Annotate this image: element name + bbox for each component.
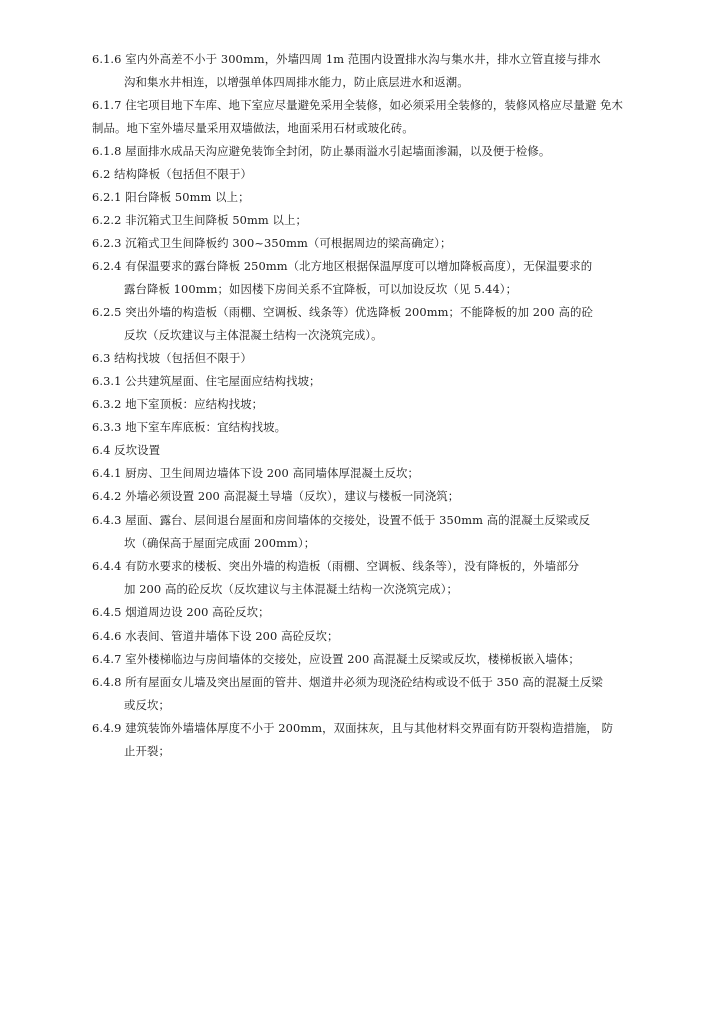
clause-6-2-1: 6.2.1 阳台降板 50mm 以上； [92, 190, 250, 204]
clause-6-2-4: 6.2.4 有保温要求的露台降板 250mm（北方地区根据保温厚度可以增加降板高度），无保温要求的 [92, 259, 593, 273]
section-6-4-heading: 6.4 反坎设置 [92, 443, 161, 457]
clause-6-4-4-continuation: 加 200 高的砼反坎（反坎建议与主体混凝土结构一次浇筑完成）； [124, 582, 459, 596]
section-6-2-heading: 6.2 结构降板（包括但不限于） [92, 167, 253, 181]
clause-6-4-8-continuation: 或反坎； [124, 698, 170, 712]
clause-6-4-3-continuation: 坎（确保高于屋面完成面 200mm）； [124, 536, 316, 550]
clause-6-3-1: 6.3.1 公共建筑屋面、住宅屋面应结构找坡； [92, 374, 321, 388]
clause-6-4-5: 6.4.5 烟道周边设 200 高砼反坎； [92, 605, 270, 619]
clause-6-1-7-continuation: 制品。地下室外墙尽量采用双墙做法，地面采用石材或玻化砖。 [92, 121, 414, 135]
clause-6-3-2: 6.3.2 地下室顶板：应结构找坡； [92, 397, 264, 411]
clause-6-3-3: 6.3.3 地下室车库底板：宜结构找坡。 [92, 420, 287, 434]
clause-6-2-5: 6.2.5 突出外墙的构造板（雨棚、空调板、线条等）优选降板 200mm；不能降板的加 200 高的砼 [92, 305, 593, 319]
clause-6-4-4: 6.4.4 有防水要求的楼板、突出外墙的构造板（雨棚、空调板、线条等），没有降板的，外墙部分 [92, 559, 580, 573]
clause-6-4-8: 6.4.8 所有屋面女儿墙及突出屋面的管井、烟道井必须为现浇砼结构或设不低于 350 高的混凝土反梁 [92, 675, 603, 689]
section-6-3-heading: 6.3 结构找坡（包括但不限于） [92, 351, 253, 365]
clause-6-4-6: 6.4.6 水表间、管道井墙体下设 200 高砼反坎； [92, 629, 339, 643]
clause-6-4-1: 6.4.1 厨房、卫生间周边墙体下设 200 高同墙体厚混凝土反坎； [92, 466, 419, 480]
clause-6-1-8: 6.1.8 屋面排水成品天沟应避免装饰全封闭，防止暴雨溢水引起墙面渗漏，以及便于检修。 [92, 144, 551, 158]
clause-6-2-4-continuation: 露台降板 100mm；如因楼下房间关系不宜降板，可以加设反坎（见 5.44）； [124, 282, 518, 296]
clause-6-1-7: 6.1.7 住宅项目地下车库、地下室应尽量避免采用全装修，如必须采用全装修的，装修风格应尽量避 免木 [92, 98, 624, 112]
clause-6-1-6-continuation: 沟和集水井相连，以增强单体四周排水能力，防止底层进水和返潮。 [124, 75, 469, 89]
clause-6-2-2: 6.2.2 非沉箱式卫生间降板 50mm 以上； [92, 213, 308, 227]
clause-6-4-2: 6.4.2 外墙必须设置 200 高混凝土导墙（反坎），建议与楼板一同浇筑； [92, 489, 460, 503]
clause-6-4-3: 6.4.3 屋面、露台、层间退台屋面和房间墙体的交接处，设置不低于 350mm 高的混凝土反梁或反 [92, 513, 591, 527]
clause-6-4-7: 6.4.7 室外楼梯临边与房间墙体的交接处，应设置 200 高混凝土反梁或反坎，楼梯板嵌入墙体； [92, 652, 580, 666]
clause-6-4-9-continuation: 止开裂； [124, 744, 170, 758]
clause-6-2-3: 6.2.3 沉箱式卫生间降板约 300~350mm（可根据周边的梁高确定）； [92, 236, 452, 250]
clause-6-4-9: 6.4.9 建筑装饰外墙墙体厚度不小于 200mm，双面抹灰，且与其他材料交界面有防开裂构造措施， 防 [92, 721, 614, 735]
clause-6-2-5-continuation: 反坎（反坎建议与主体混凝土结构一次浇筑完成）。 [124, 328, 383, 342]
clause-6-1-6: 6.1.6 室内外高差不小于 300mm，外墙四周 1m 范围内设置排水沟与集水井，排水立管直接与排水 [92, 52, 601, 66]
